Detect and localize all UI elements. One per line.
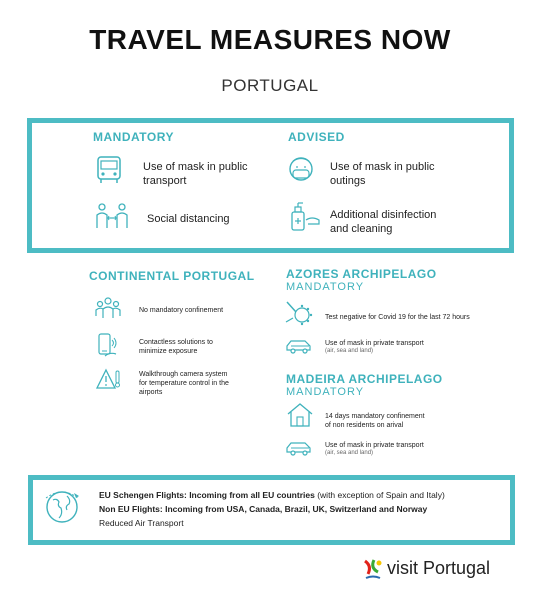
footer-line-eu-schengen [99,490,445,501]
madeira-item-note: (air, sea and land) [325,450,374,456]
madeira-sublabel: MANDATORY [286,386,365,398]
thermometer-warning-icon [96,368,122,390]
virus-test-icon [285,300,315,328]
page-title: TRAVEL MEASURES NOW [89,24,451,55]
madeira-item-mask-private-transport: Use of mask in private transport [325,442,424,449]
footer-line-non-eu [99,504,427,515]
azores-item-covid-test: Test negative for Covid 19 for the last 72 hours [325,314,470,321]
azores-heading: AZORES ARCHIPELAGO [286,267,437,281]
advised-item-disinfection: Additional disinfection and cleaning [330,209,437,235]
contactless-icon [96,332,120,358]
advised-heading: ADVISED [288,130,345,144]
car-icon [285,338,313,354]
azores-item-note: (air, sea and land) [325,348,374,354]
continental-item-contactless: Contactless solutions to minimize exposure [139,339,213,355]
disinfection-icon [286,200,322,234]
page-subtitle: PORTUGAL [221,76,319,95]
advised-item-mask-public-outings: Use of mask in public outings [330,161,435,187]
continental-heading: CONTINENTAL PORTUGAL [89,269,255,283]
house-icon [286,402,314,428]
footer-line-non-eu-bold: Non EU Flights: Incoming from USA, Canada, Brazil, UK, Switzerland and Norway [99,504,428,514]
mandatory-item-mask-public-transport: Use of mask in public transport [143,161,248,187]
mandatory-heading: MANDATORY [93,130,174,144]
footer-line-eu-schengen-rest: (with exception of Spain and Italy) [314,490,445,500]
azores-item-mask-private-transport: Use of mask in private transport [325,340,424,347]
visit-portugal-logo-text: visit Portugal [387,558,491,578]
social-distancing-icon [95,202,129,230]
group-icon [95,296,121,320]
face-mask-icon [287,155,315,185]
madeira-heading: MADEIRA ARCHIPELAGO [286,372,443,386]
visit-portugal-logo-icon [362,558,384,582]
mandatory-item-social-distancing: Social distancing [147,213,230,225]
footer-line-eu-schengen-bold: EU Schengen Flights: Incoming from all EU countries [99,490,315,500]
footer-line-reduced-air: Reduced Air Transport [99,518,184,528]
continental-item-temperature-control: Walkthrough camera system for temperature control in the airports [139,371,229,396]
azores-sublabel: MANDATORY [286,281,365,293]
car-icon [285,440,313,456]
continental-item-no-confinement: No mandatory confinement [139,307,224,314]
madeira-item-confinement: 14 days mandatory confinement of non residents on arival [325,413,425,429]
bus-icon [95,155,123,185]
globe-plane-icon [43,488,81,526]
